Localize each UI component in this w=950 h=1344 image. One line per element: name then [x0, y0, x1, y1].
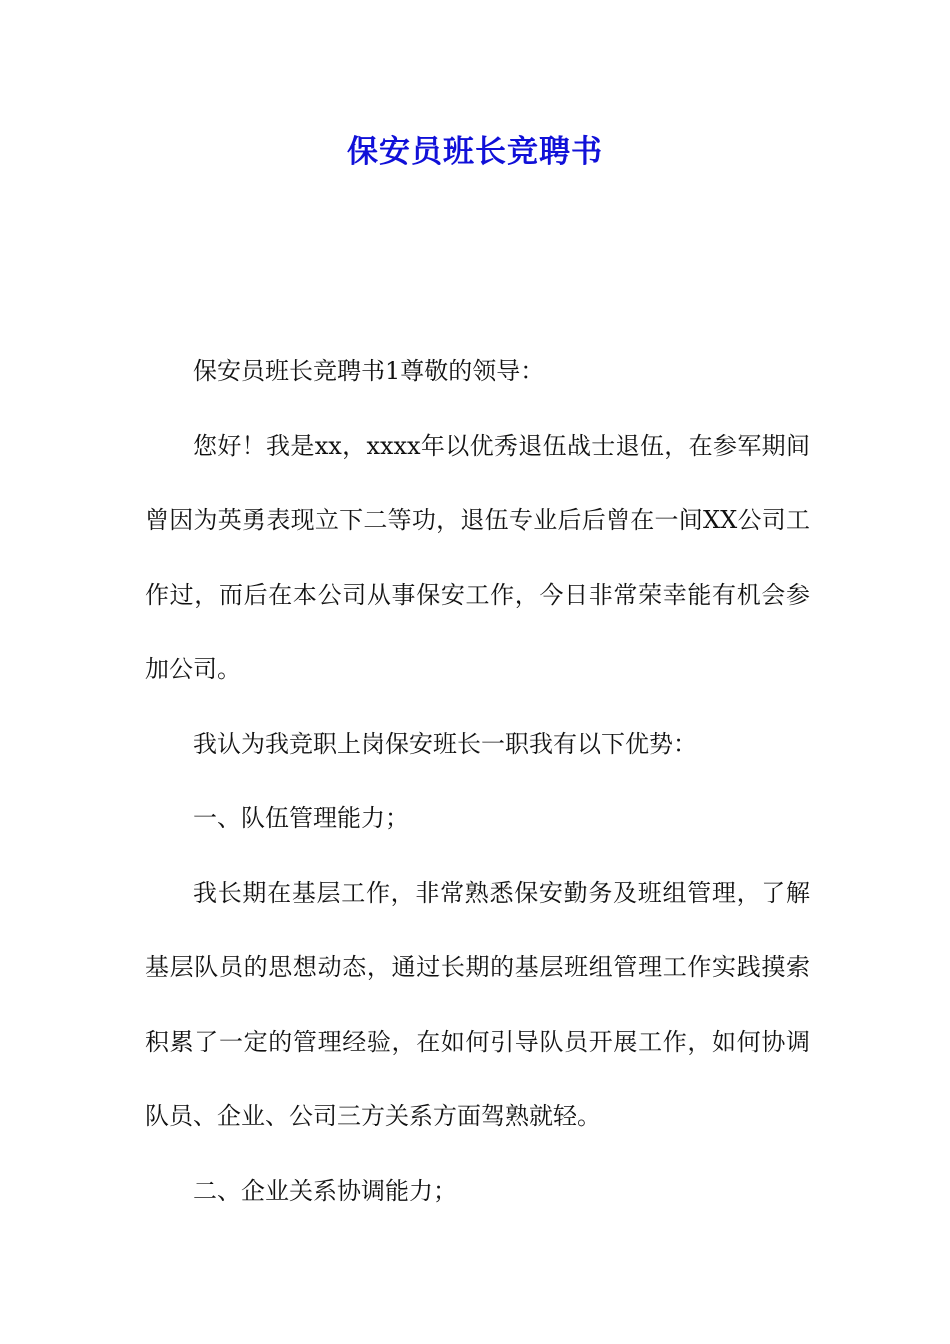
document-title: 保安员班长竞聘书: [347, 134, 603, 170]
paragraph-advantages-intro: 我认为我竞职上岗保安班长一职我有以下优势：: [193, 729, 697, 758]
document-body: [145, 334, 810, 1228]
paragraph-team-management: 我长期在基层工作，非常熟悉保安勤务及班组管理，了解基层队员的思想动态，通过长期的基层班组管理工作实践摸索积累了一定的管理经验，在如何引导队员开展工作，如何协调队员、企业、公司三方关系方面驾熟就轻。: [145, 878, 810, 1130]
paragraph-introduction: 您好！我是xx，xxxx年以优秀退伍战士退伍，在参军期间曾因为英勇表现立下二等功，退伍专业后后曾在一间XX公司工作过，而后在本公司从事保安工作，今日非常荣幸能有机会参加公司。: [145, 431, 810, 683]
section-heading-team-management: 一、队伍管理能力；: [193, 804, 409, 832]
paragraph-salutation: 保安员班长竞聘书1尊敬的领导：: [193, 357, 545, 385]
section-heading-enterprise-relations: 二、企业关系协调能力；: [193, 1176, 457, 1205]
